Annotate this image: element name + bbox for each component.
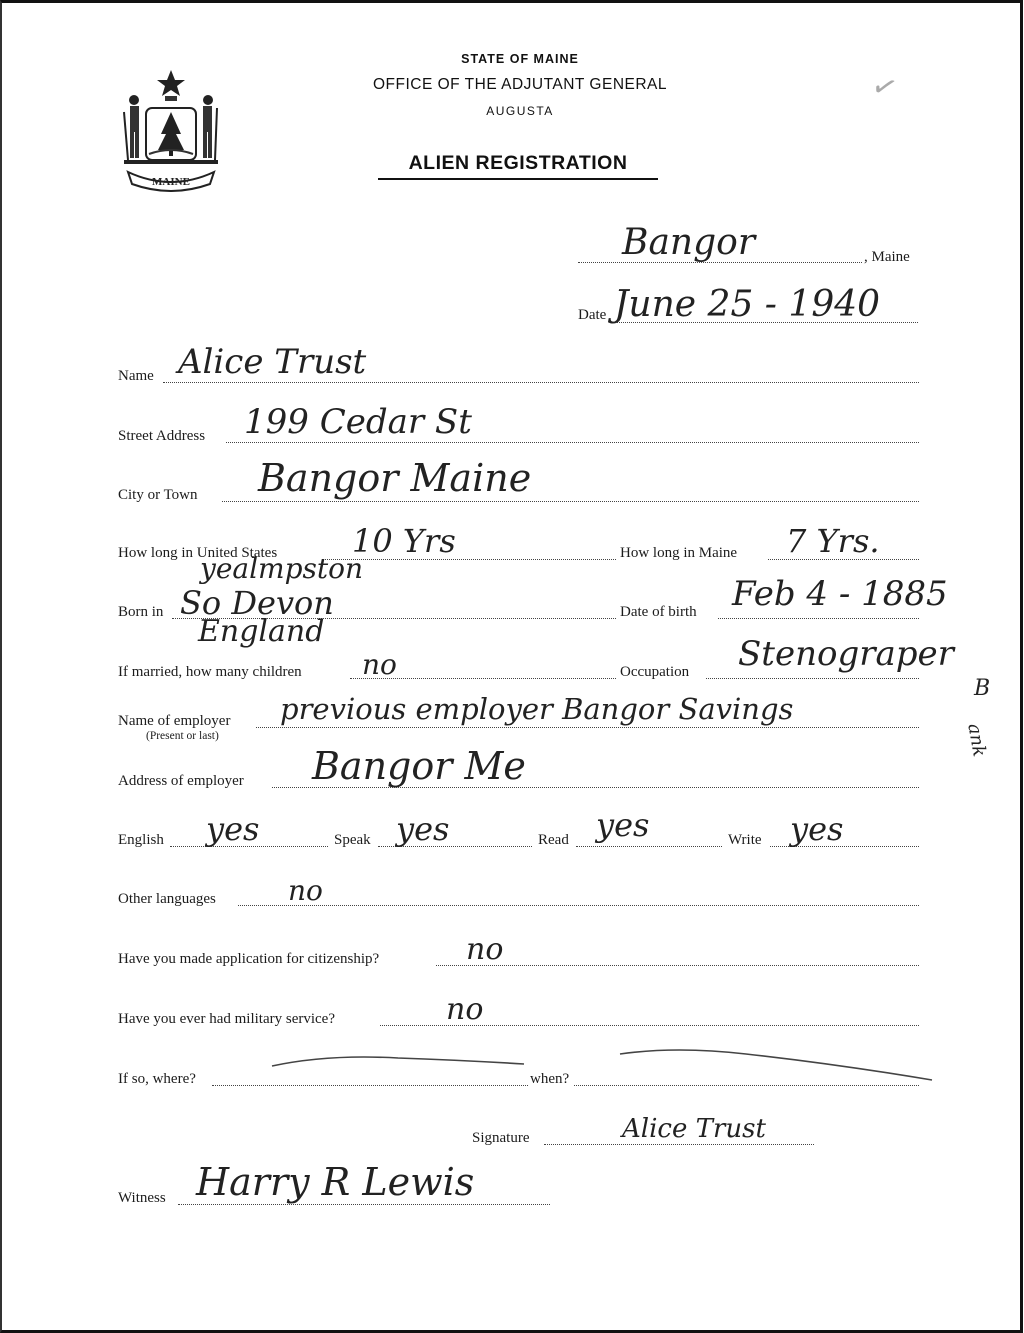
witness-label: Witness bbox=[118, 1190, 166, 1206]
children-label: If married, how many children bbox=[118, 664, 302, 680]
read-line bbox=[576, 846, 722, 847]
citizenship-line bbox=[436, 965, 919, 966]
read-label: Read bbox=[538, 832, 569, 848]
street-line bbox=[226, 442, 919, 443]
how-long-us-label: How long in United States bbox=[118, 545, 278, 561]
name-line bbox=[163, 382, 919, 383]
place-value[interactable]: Bangor bbox=[622, 222, 756, 263]
employer-note: (Present or last) bbox=[146, 730, 219, 742]
signature-line bbox=[544, 1144, 814, 1145]
where-dash-mark bbox=[268, 1044, 528, 1074]
speak-value[interactable]: yes bbox=[396, 810, 450, 848]
name-value[interactable]: Alice Trust bbox=[178, 342, 367, 382]
form-title: ALIEN REGISTRATION bbox=[378, 152, 658, 180]
date-value[interactable]: June 25 - 1940 bbox=[614, 284, 881, 325]
employer-address-value[interactable]: Bangor Me bbox=[312, 744, 526, 788]
signature-value[interactable]: Alice Trust bbox=[622, 1114, 766, 1144]
citizenship-label: Have you made application for citizenship? bbox=[118, 951, 380, 967]
dob-value[interactable]: Feb 4 - 1885 bbox=[732, 574, 948, 614]
name-label: Name bbox=[118, 368, 154, 384]
employer-ank-value[interactable]: ank bbox=[963, 722, 990, 759]
signature-label: Signature bbox=[472, 1130, 530, 1146]
how-long-maine-label: How long in Maine bbox=[620, 545, 738, 561]
other-languages-line bbox=[238, 905, 919, 906]
english-label: English bbox=[118, 832, 164, 848]
where-line bbox=[212, 1085, 528, 1086]
english-value[interactable]: yes bbox=[206, 810, 260, 848]
maine-seal-icon bbox=[118, 68, 224, 192]
maine-label: , Maine bbox=[864, 249, 910, 265]
write-label: Write bbox=[728, 832, 762, 848]
born-line3-value[interactable]: England bbox=[198, 614, 325, 649]
city-value[interactable]: Bangor Maine bbox=[258, 456, 532, 500]
dob-line bbox=[718, 618, 919, 619]
city-label: City or Town bbox=[118, 487, 198, 503]
employer-value[interactable]: previous employer Bangor Savings bbox=[280, 692, 794, 726]
how-long-us-value[interactable]: 10 Yrs bbox=[352, 522, 456, 560]
witness-line bbox=[178, 1204, 550, 1205]
where-label: If so, where? bbox=[118, 1071, 196, 1087]
born-in-label: Born in bbox=[118, 604, 164, 620]
military-label: Have you ever had military service? bbox=[118, 1011, 335, 1027]
occupation-line bbox=[706, 678, 919, 679]
other-languages-label: Other languages bbox=[118, 891, 216, 907]
other-languages-value[interactable]: no bbox=[288, 874, 323, 907]
when-label: when? bbox=[530, 1071, 570, 1087]
occupation-label: Occupation bbox=[620, 664, 690, 680]
occupation-value[interactable]: Stenograper bbox=[738, 634, 954, 674]
street-label: Street Address bbox=[118, 428, 206, 444]
header-office: OFFICE OF THE ADJUTANT GENERAL bbox=[372, 76, 668, 93]
check-mark-icon: ✓ bbox=[867, 66, 902, 109]
header-state: STATE OF MAINE bbox=[461, 52, 579, 66]
employer-line bbox=[256, 727, 919, 728]
children-value[interactable]: no bbox=[362, 648, 397, 681]
when-dash-mark bbox=[616, 1042, 936, 1086]
speak-label: Speak bbox=[334, 832, 371, 848]
read-value[interactable]: yes bbox=[596, 806, 650, 844]
employer-b-value[interactable]: B bbox=[974, 676, 991, 701]
city-line bbox=[222, 501, 919, 502]
born-line2-value[interactable]: So Devon bbox=[180, 584, 334, 622]
header-city: AUGUSTA bbox=[486, 104, 554, 118]
how-long-maine-value[interactable]: 7 Yrs. bbox=[786, 522, 880, 560]
born-line1-value[interactable]: yealmpston bbox=[200, 552, 364, 585]
military-value[interactable]: no bbox=[446, 992, 484, 1027]
date-label: Date bbox=[578, 307, 607, 323]
employer-label: Name of employer bbox=[118, 713, 231, 729]
witness-value[interactable]: Harry R Lewis bbox=[196, 1160, 475, 1204]
seal-text: MAINE bbox=[152, 176, 190, 188]
dob-label: Date of birth bbox=[620, 604, 697, 620]
street-value[interactable]: 199 Cedar St bbox=[244, 402, 472, 442]
write-value[interactable]: yes bbox=[790, 810, 844, 848]
employer-address-label: Address of employer bbox=[118, 773, 244, 789]
citizenship-value[interactable]: no bbox=[466, 932, 504, 967]
